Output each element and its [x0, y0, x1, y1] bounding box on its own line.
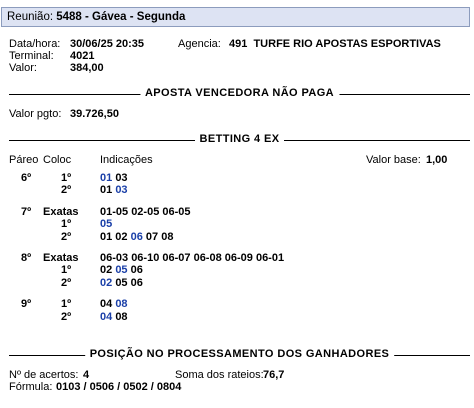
coloc-position: 2º — [61, 311, 72, 323]
indicacao-row: 04 08 — [100, 311, 128, 323]
indicacao-row: 01 03 — [100, 172, 128, 184]
valor-base-label: Valor base: — [366, 154, 421, 166]
terminal-label: Terminal: — [9, 50, 54, 62]
indicacao-row: 05 — [100, 218, 113, 230]
acertos-label: Nº de acertos: — [9, 369, 79, 381]
exatas-indicacoes: 06-03 06-10 06-07 06-08 06-09 06-01 — [100, 252, 285, 264]
reuniao-value: 5488 - Gávea - Segunda — [56, 11, 186, 23]
pareo-number: 8º — [21, 252, 32, 264]
formula-value: 0103 / 0506 / 0502 / 0804 — [56, 381, 182, 393]
col-pareo: Páreo — [9, 154, 39, 166]
indicacao-row: 01 02 06 07 08 — [100, 231, 174, 243]
section-betting — [9, 134, 470, 146]
soma-label: Soma dos rateios: — [175, 369, 264, 381]
coloc-position: 2º — [61, 231, 72, 243]
coloc-position: 2º — [61, 184, 72, 196]
section-title: POSIÇÃO NO PROCESSAMENTO DOS GANHADORES — [85, 348, 395, 360]
col-indicacoes: Indicações — [100, 154, 153, 166]
acertos-value: 4 — [83, 369, 90, 381]
indicacao-row: 04 08 — [100, 298, 128, 310]
section-aposta-vencedora — [9, 88, 470, 100]
datahora-label: Data/hora: — [9, 38, 61, 50]
exatas-label: Exatas — [43, 252, 79, 264]
valor-value: 384,00 — [70, 62, 104, 74]
pareo-number: 7º — [21, 206, 32, 218]
valor-label: Valor: — [9, 62, 37, 74]
exatas-indicacoes: 01-05 02-05 06-05 — [100, 206, 191, 218]
datahora-value: 30/06/25 20:35 — [70, 38, 145, 50]
agencia-value: 491 TURFE RIO APOSTAS ESPORTIVAS — [229, 38, 441, 50]
coloc-position: 1º — [61, 298, 72, 310]
section-title: BETTING 4 EX — [195, 133, 285, 145]
coloc-position: 1º — [61, 264, 72, 276]
pgto-label: Valor pgto: — [9, 108, 62, 120]
col-coloc: Coloc — [43, 154, 72, 166]
indicacao-row: 01 03 — [100, 184, 128, 196]
coloc-position: 1º — [61, 218, 72, 230]
pgto-value: 39.726,50 — [70, 108, 119, 120]
section-title: APOSTA VENCEDORA NÃO PAGA — [140, 87, 339, 99]
pareo-number: 9º — [21, 298, 32, 310]
pareo-number: 6º — [21, 172, 32, 184]
terminal-value: 4021 — [70, 50, 95, 62]
reuniao-header — [1, 7, 470, 27]
indicacao-row: 02 05 06 — [100, 264, 143, 276]
indicacao-row: 02 05 06 — [100, 277, 143, 289]
soma-value: 76,7 — [263, 369, 285, 381]
section-posicao — [9, 349, 470, 361]
exatas-label: Exatas — [43, 206, 79, 218]
coloc-position: 1º — [61, 172, 72, 184]
formula-label: Fórmula: — [9, 381, 53, 393]
valor-base-value: 1,00 — [426, 154, 448, 166]
coloc-position: 2º — [61, 277, 72, 289]
agencia-label: Agencia: — [178, 38, 221, 50]
reuniao-label: Reunião: — [7, 11, 54, 23]
